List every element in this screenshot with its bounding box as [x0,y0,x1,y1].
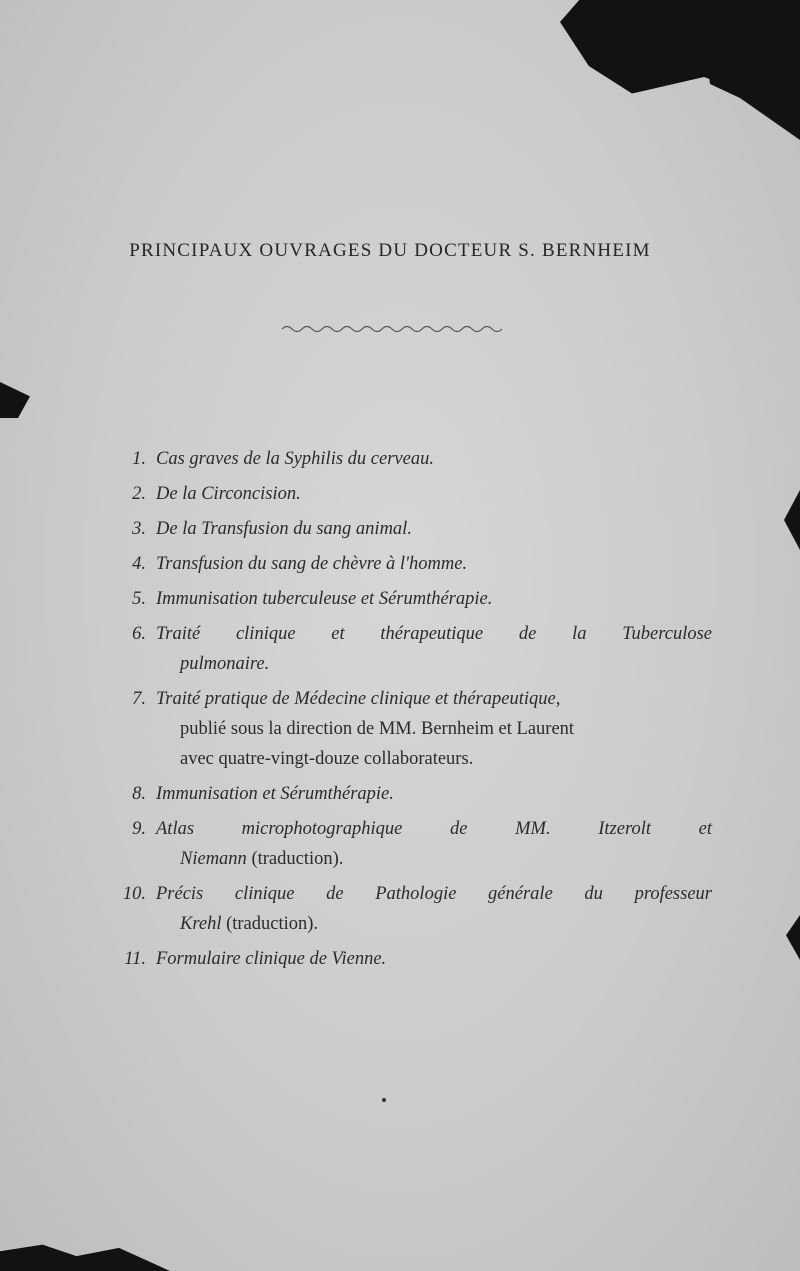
work-title: Cas graves de la Syphilis du cerveau. [156,449,434,469]
torn-edge-top-right [700,0,800,140]
work-number: 6. [132,624,146,644]
work-title: Immunisation tuberculeuse et Sérumthérapie. [156,589,493,609]
work-item-10 [112,879,712,939]
work-number: 11. [124,949,146,969]
work-title-line-1: Traité clinique et thérapeutique de la Tuberculose [156,624,712,644]
work-note: (traduction). [226,914,319,934]
work-item-2 [112,479,712,509]
work-title-line-2: Krehl [180,914,222,934]
work-number: 10. [122,884,146,904]
torn-edge-right-lower [786,915,800,960]
work-item-11 [112,944,712,974]
work-title-line-2: Niemann [180,849,247,869]
work-item-1 [112,444,712,474]
work-number: 2. [132,484,146,504]
wavy-rule-ornament-icon [280,322,505,336]
work-title-line-1: Précis clinique de Pathologie générale du professeur [156,884,712,904]
work-item-3 [112,514,712,544]
work-title-line-2: pulmonaire. [180,654,270,674]
work-title: Formulaire clinique de Vienne. [156,949,387,969]
torn-corner-bottom-left [0,1238,170,1271]
work-title: Transfusion du sang de chèvre à l'homme. [156,554,468,574]
torn-edge-left [0,382,30,418]
work-title: De la Circoncision. [156,484,301,504]
work-item-6 [112,619,712,679]
work-number: 1. [132,449,146,469]
work-number: 5. [132,589,146,609]
work-title: Immunisation et Sérumthérapie. [156,784,394,804]
work-title: Traité pratique de Médecine clinique et thérapeutique, [156,689,561,709]
work-item-9 [112,814,712,874]
work-item-8 [112,779,712,809]
ink-speck [382,1098,386,1102]
torn-edge-right-mid [784,490,800,550]
work-note-line-1: publié sous la direction de MM. Bernheim et Laurent [180,719,575,739]
work-number: 7. [132,689,146,709]
work-item-5 [112,584,712,614]
work-number: 8. [132,784,146,804]
work-item-7 [112,684,712,774]
page-title: PRINCIPAUX OUVRAGES DU DOCTEUR S. BERNHEIM [129,240,651,261]
work-number: 9. [132,819,146,839]
work-note-line-2: avec quatre-vingt-douze collaborateurs. [180,749,474,769]
works-list [112,444,712,979]
work-item-4 [112,549,712,579]
work-title: De la Transfusion du sang animal. [156,519,412,539]
work-note: (traduction). [251,849,344,869]
work-number: 4. [132,554,146,574]
work-title-line-1: Atlas microphotographique de MM. Itzerolt et [156,819,712,839]
work-number: 3. [132,519,146,539]
